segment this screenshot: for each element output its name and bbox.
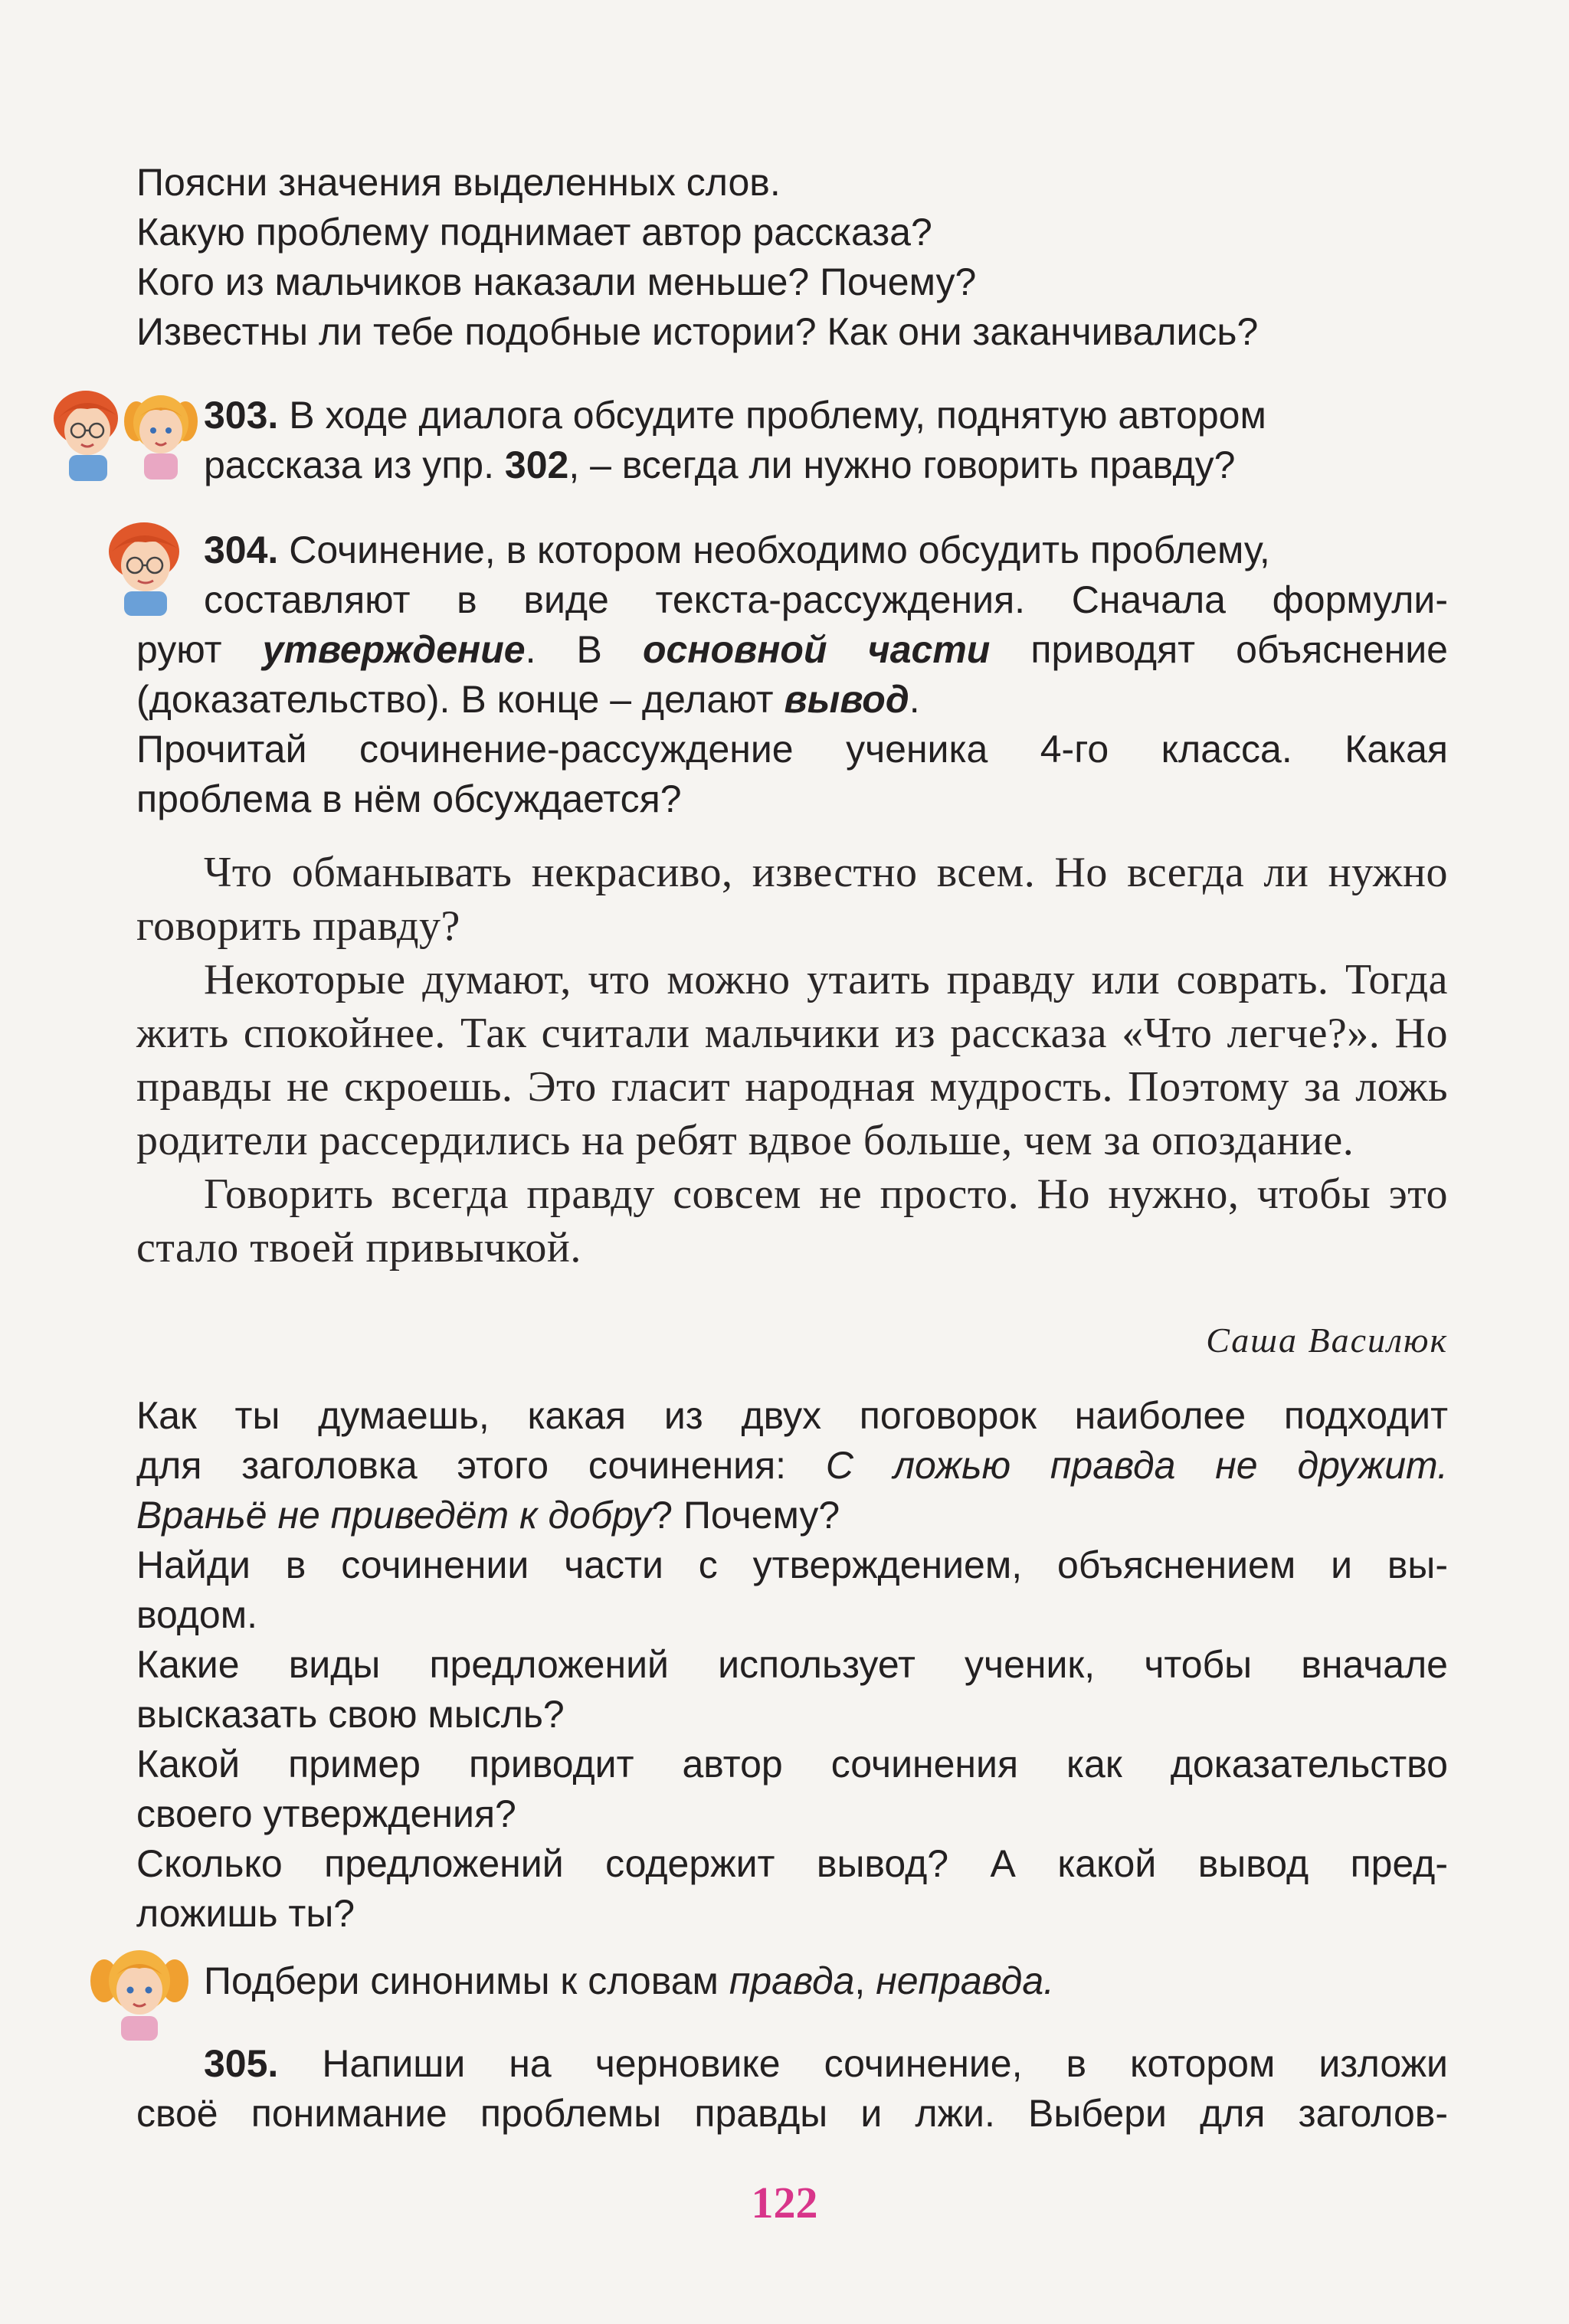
exercise-304-head: 304. Сочинение, в котором необходимо обсудить проблему, составляют в виде текста-рассуждения. Сначала формули- [204, 529, 1448, 621]
essay-questions: Как ты думаешь, какая из двух поговорок наиболее подходит для заголовка этого сочинения: С ложью правда не дружит. Враньё не приведёт к добру? Почему? Найди в сочинении части с утверждением, объяснением и вы- водом. Какие виды предложений использует ученик, чтобы вначале высказать свою мысль? Какой пример приводит автор сочинения как доказательство своего утверждения? Сколько предложений содержит вывод? А какой вывод пред- ложишь ты? [136, 1394, 1448, 1935]
intro-line: Поясни значения выделенных слов. [136, 161, 781, 204]
exercise-305: 305. Напиши на черновике сочинение, в котором изложи своё понимание проблемы правды и лжи. Выбери для заголов- [136, 2042, 1448, 2135]
proverb: Враньё не приведёт к добру [136, 1494, 652, 1537]
exercise-303: 303. В ходе диалога обсудите проблему, поднятую автором рассказа из упр. 302, – всегда ли нужно говорить правду? [204, 394, 1266, 486]
essay-paragraph: Некоторые думают, что можно утаить правду или соврать. Тогда жить спокойнее. Так считали мальчики из рассказа «Что легче?». Но правды не скроешь. Это гласит народная мудрость. Поэтому за ложь родители рассердились на ребят вдвое больше, чем за опоздание. [136, 956, 1448, 1164]
word-pravda: правда [729, 1959, 855, 2002]
exercise-304-body: руют утверждение. В основной части приводят объяснение (доказательство). В конце – делают вывод. Прочитай сочинение-рассуждение ученика 4-го класса. Какая проблема в нём обсуждается? [136, 628, 1448, 820]
page-number: 122 [751, 2178, 818, 2227]
word-nepravda: неправда. [876, 1959, 1055, 2002]
essay-text [136, 846, 1448, 1275]
essay-paragraph: Говорить всегда правду совсем не просто. Но нужно, чтобы это стало твоей привычкой. [136, 1170, 1448, 1272]
intro-line: Известны ли тебе подобные истории? Как они заканчивались? [136, 310, 1259, 353]
intro-questions [136, 158, 1448, 357]
intro-line: Какую проблему поднимает автор рассказа? [136, 211, 932, 254]
exercise-number: 304. [204, 529, 279, 571]
term-statement: утверждение [262, 628, 526, 671]
girl-icon [86, 1943, 193, 2042]
exercise-reference: 302 [504, 444, 569, 486]
boy-icon [98, 518, 190, 617]
essay-author: Саша Василюк [1206, 1321, 1448, 1360]
term-main-part: основной части [642, 628, 991, 671]
exercise-number: 303. [204, 394, 279, 437]
essay-paragraph: Что обманывать некрасиво, известно всем. Но всегда ли нужно говорить правду? [136, 849, 1448, 950]
boy-and-girl-icon [46, 385, 199, 484]
term-conclusion: вывод [784, 678, 909, 721]
intro-line: Кого из мальчиков наказали меньше? Почему? [136, 260, 977, 303]
exercise-number: 305. [204, 2042, 279, 2085]
synonyms-task: Подбери синонимы к словам правда, неправда. [204, 1959, 1055, 2002]
proverb: С ложью правда не дружит. [825, 1444, 1448, 1487]
